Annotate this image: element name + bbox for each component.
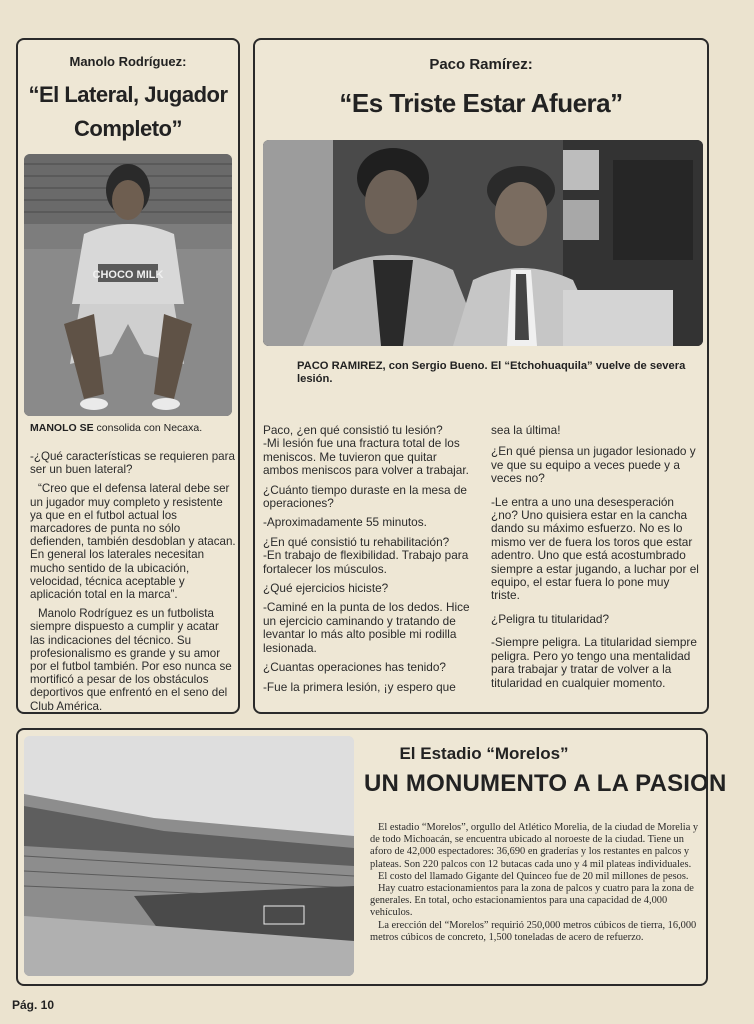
right-article-box <box>253 38 709 714</box>
stadium-kicker: El Estadio “Morelos” <box>399 744 569 763</box>
right-kicker: Paco Ramírez: <box>429 56 533 73</box>
left-caption-bold: MANOLO SE <box>30 422 94 434</box>
left-paragraph: Manolo Rodríguez es un futbolista siempre dispuesto a cumplir y acatar las indicaciones del técnico. Su profesionalismo es grande y su amor por el futbol también. Por eso nunca se mortificó a pesar de los obstáculos deportivos que enfrentó en el seno del Club América. <box>30 607 232 713</box>
jersey-text: CHOCO MILK <box>92 269 164 281</box>
right-col1-paragraph: Paco, ¿en qué consistió tu lesión? <box>263 423 443 437</box>
right-col1-paragraph: ¿Qué ejercicios hiciste? <box>263 581 389 596</box>
stadium-paragraph: El estadio “Morelos”, orgullo del Atlético Morelia, de la ciudad de Morelia y de todo Michoacán, se encuentra ubicado al noroeste de la ciudad. Tiene un aforo de 42,000 espectadores: 36,690 en graderías y los restantes en palcos y plateas. Son 220 palcos con 12 butacas cada uno y 4 mil plateas individuales. <box>370 822 699 870</box>
stadium-paragraph: La erección del “Morelos” requirió 250,000 metros cúbicos de tierra, 16,000 metros cúbicos de concreto, 1,500 toneladas de acero de refuerzo. <box>370 919 697 943</box>
right-caption: PACO RAMIREZ, con Sergio Bueno. El “Etchohuaquila” vuelve de severa lesión. <box>297 360 686 385</box>
left-article-box <box>16 38 240 714</box>
right-col-1 <box>263 424 471 700</box>
left-paragraph: -¿Qué características se requieren para ser un buen lateral? <box>30 450 235 477</box>
page-number: Pág. 10 <box>12 998 55 1012</box>
stadium-body <box>370 822 700 944</box>
stadium-headline: UN MONUMENTO A LA PASION <box>364 770 727 797</box>
left-caption-rest: consolida con Necaxa. <box>93 422 203 434</box>
right-col1-paragraph: -En trabajo de flexibilidad. Trabajo para fortalecer los músculos. <box>263 548 469 576</box>
right-col1-paragraph: -Mi lesión fue una fractura total de los meniscos. Me tuvieron que quitar ambos meniscos para volver a trabajar. <box>263 436 469 478</box>
right-col2-paragraph: ¿Peligra tu titularidad? <box>491 611 610 626</box>
right-col2-paragraph: -Le entra a uno una desesperación ¿no? Uno quisiera estar en la cancha dando su máximo esfuerzo. No es lo mismo ver de fuera los toros que estar adentro. Uno que está acostumbrado siempre a estar jugando, a luchar por el equipo, el estar fuera lo pone muy triste. <box>491 494 699 603</box>
right-col2-paragraph: -Siempre peligra. La titularidad siempre peligra. Pero yo tengo una mentalidad para trabajar y tratar de volver a la titularidad en cualquier momento. <box>491 635 697 690</box>
left-body <box>30 450 236 719</box>
right-col1-paragraph: ¿Cuantas operaciones has tenido? <box>263 660 446 675</box>
right-players-photo <box>263 140 703 346</box>
left-kicker: Manolo Rodríguez: <box>69 54 187 69</box>
right-col2-paragraph: ¿En qué piensa un jugador lesionado y ve que su equipo a veces puede y a veces no? <box>491 444 696 486</box>
stadium-paragraph: El costo del llamado Gigante del Quinceo fue de 20 mil millones de pesos. <box>378 870 689 882</box>
left-paragraph: “Creo que el defensa lateral debe ser un jugador muy completo y resistente ya que en el futbol actual los marcadores de punta no sólo defienden, también desdoblan y atacan. En general los laterales necesitan mucho sentido de la ubicación, velocidad, técnica aceptable y aplicación total en la marca”. <box>30 482 236 602</box>
right-col1-paragraph: -Aproximadamente 55 minutos. <box>263 515 427 530</box>
left-caption <box>30 422 234 435</box>
right-headline: “Es Triste Estar Afuera” <box>339 88 623 118</box>
right-col1-paragraph: ¿Cuánto tiempo duraste en la mesa de operaciones? <box>263 482 467 511</box>
left-player-photo <box>24 154 232 416</box>
stadium-photo <box>24 736 354 976</box>
left-headline: “El Lateral, Jugador Completo” <box>28 82 228 141</box>
right-col2-paragraph: sea la última! <box>491 423 561 437</box>
right-col-2 <box>491 424 701 696</box>
right-col1-paragraph: ¿En qué consistió tu rehabilitación? <box>263 534 450 549</box>
stadium-article-box <box>16 728 727 986</box>
stadium-paragraph: Hay cuatro estacionamientos para la zona de palcos y cuatro para la zona de generales. En total, ocho estacionamientos para una capacidad de 4,000 vehículos. <box>370 883 694 919</box>
right-col1-paragraph: -Caminé en la punta de los dedos. Hice un ejercicio caminando y tratando de levantar lo más alto posible mi rodilla lesionada. <box>263 600 470 655</box>
right-col1-paragraph: -Fue la primera lesión, ¡y espero que <box>263 679 456 694</box>
